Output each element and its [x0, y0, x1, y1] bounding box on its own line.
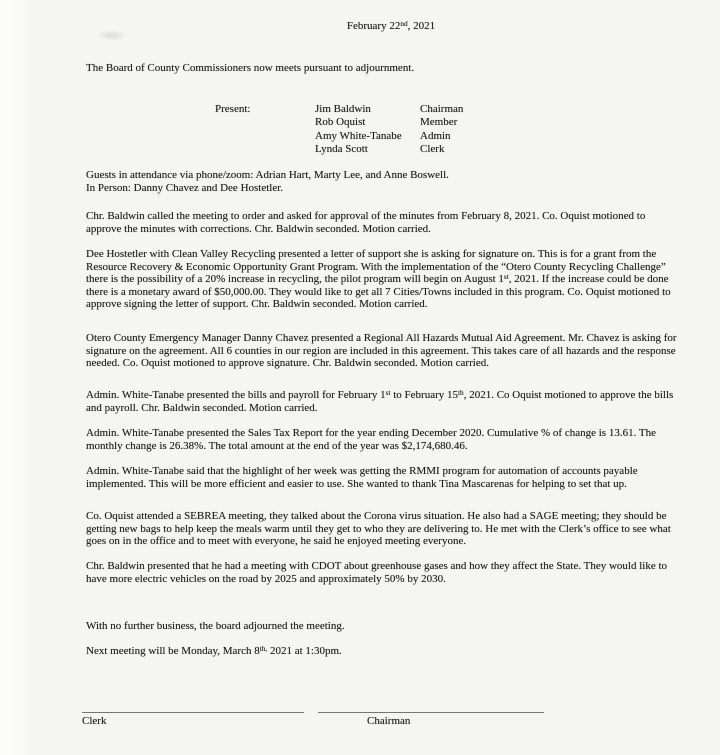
- attendee-role: Member: [420, 116, 458, 129]
- document-date: February 22nd, 2021: [346, 18, 436, 32]
- paragraph-clean-valley-recycling: Dee Hostetler with Clean Valley Recycling presented a letter of support she is asking for signature on. This is for a grant from the Resource Recovery & Economic Opportunity Grant Program. With the implementation of the “Otero County Recycling Challenge” there is the possibility of a 20% increase in recycling, the pilot program will begin on August 1st, 2021. If the increase could be done there is a monetary award of $50,000.00. They would like to get all 7 Cities/Towns included in this program. Co. Oquist motioned to approve signing the letter of support. Chr. Baldwin seconded. Motion carried.: [86, 248, 671, 311]
- paragraph-sales-tax-report: Admin. White-Tanabe presented the Sales Tax Report for the year ending December 2020. Cumulative % of change is 13.61. The monthly change is 26.38%. The total amount at the end of the year was $2,174,680.46.: [86, 427, 656, 452]
- paragraph-mutual-aid-agreement: Otero County Emergency Manager Danny Chavez presented a Regional All Hazards Mutual Aid Agreement. Mr. Chavez is asking for signature on the agreement. All 6 counties in our region are included in this agreement. This takes care of all hazards and the response needed. Co. Oquist motioned to approve signature. Chr. Baldwin seconded. Motion carried.: [86, 332, 677, 370]
- attendance-row: [215, 116, 463, 129]
- adjournment-line: With no further business, the board adjourned the meeting.: [86, 620, 345, 632]
- next-meeting-line: Next meeting will be Monday, March $8^{th,}$ 2021 at 1:30pm.: [86, 643, 342, 657]
- attendee-name: Lynda Scott: [315, 143, 368, 156]
- present-label-spacer: [215, 116, 315, 129]
- clerk-signature-label: Clerk: [82, 715, 107, 727]
- attendee-name: Rob Oquist: [315, 116, 366, 129]
- paragraph-cdot-meeting: Chr. Baldwin presented that he had a meeting with CDOT about greenhouse gases and how they affect the State. They would like to have more electric vehicles on the road by 2025 and approximately 50% by 2030.: [86, 560, 668, 585]
- attendance-table: [215, 103, 463, 157]
- attendance-row: [215, 130, 463, 143]
- present-label-spacer: [215, 143, 315, 156]
- attendance-row: [215, 143, 463, 156]
- attendee-role: Admin: [420, 129, 451, 142]
- guests-inperson-line: In Person: Danny Chavez and Dee Hostetler.: [86, 181, 284, 194]
- attendee-role: Chairman: [420, 103, 464, 115]
- chairman-signature-label: Chairman: [367, 715, 411, 727]
- present-label: Present:: [215, 103, 251, 115]
- signature-block-clerk: [82, 712, 304, 728]
- guests-phone-line: Guests in attendance via phone/zoom: Adrian Hart, Marty Lee, and Anne Boswell.: [86, 169, 449, 181]
- paragraph-rmmi-program: Admin. White-Tanabe said that the highlight of her week was getting the RMMI program for automation of accounts payable implemented. This will be more efficient and easier to use. She wanted to thank Tina Mascarenas for helping to set that up.: [86, 465, 638, 490]
- paragraph-sebrea-sage-meetings: Co. Oquist attended a SEBREA meeting, they talked about the Corona virus situation. He also had a SAGE meeting; they should be getting new bags to help keep the meals warm until they get to who they are delivering to. He met with the Clerk’s office to see what goes on in the office and to meet with everyone, he said he enjoyed meeting everyone.: [86, 510, 671, 548]
- paragraph-call-to-order: Chr. Baldwin called the meeting to order and asked for approval of the minutes from February 8, 2021. Co. Oquist motioned to approve the minutes with corrections. Chr. Baldwin seconded. Motion carried.: [86, 210, 646, 235]
- signature-block-chairman: [318, 712, 544, 728]
- paragraph-bills-payroll: Admin. White-Tanabe presented the bills and payroll for February 1st to February 15th, 2021. Co Oquist motioned to approve the bills and payroll. Chr. Baldwin seconded. Motion carried.: [86, 387, 674, 414]
- attendee-role: Clerk: [420, 143, 445, 156]
- guests-block: [86, 169, 686, 195]
- attendee-name: Jim Baldwin: [315, 103, 371, 115]
- intro-line: The Board of County Commissioners now meets pursuant to adjournment.: [86, 62, 415, 74]
- present-label-spacer: [215, 130, 315, 143]
- attendance-row: [215, 103, 463, 116]
- attendee-name: Amy White-Tanabe: [315, 129, 402, 142]
